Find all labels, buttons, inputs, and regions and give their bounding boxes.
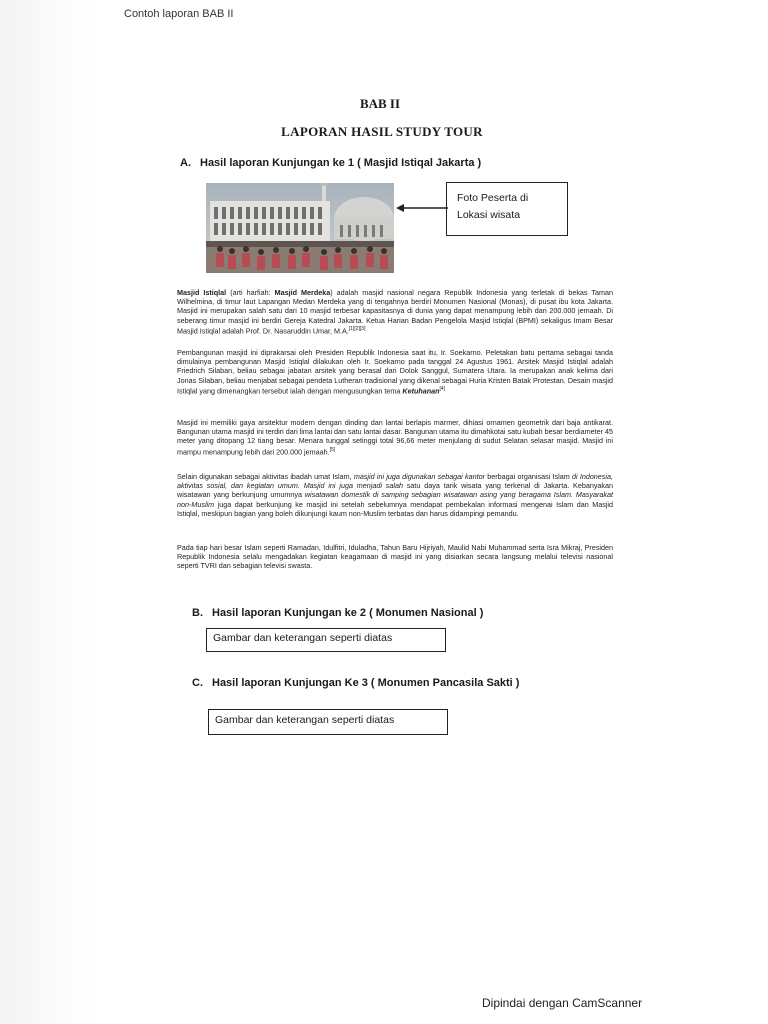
p3-text: Masjid ini memiliki gaya arsitektur modern dengan dinding dan lantai berlapis marmer, dihiasi ornamen geometrik dari baja antikarat. Bangunan utama masjid ini terdiri dari lima lantai dan satu lantai dasar. Bangunan utama itu dimahkotai satu kubah besar berdiameter 45 meter yang ditopang 12 tiang besar. Menara tunggal setinggi total 96,66 meter menjulang di sudut Selatan selasar masjid. Masjid ini mampu menampung lebih dari 200.000 jemaah. <box>177 418 613 456</box>
section-b-letter: B. <box>192 607 203 619</box>
paragraph-1 <box>177 288 613 335</box>
section-c-title: Hasil laporan Kunjungan Ke 3 ( Monumen Pancasila Sakti ) <box>212 677 520 689</box>
section-a-letter: A. <box>180 157 191 169</box>
paragraph-3 <box>177 418 613 456</box>
section-a-heading <box>180 157 481 169</box>
section-c-placeholder-box: Gambar dan keterangan seperti diatas <box>208 709 448 735</box>
p2-ref: [4] <box>439 385 446 392</box>
p4-a-em: masjid ini juga digunakan sebagai kantor <box>353 472 486 481</box>
paragraph-2 <box>177 348 613 395</box>
p2-text: Pembangunan masjid ini diprakarsai oleh Presiden Republik Indonesia saat itu, Ir. Soekarno. Peletakan batu pertama sebagai tanda dimulainya pembangunan Masjid Istiqlal dilakukan oleh Ir. Soekarno pada tanggal 24 Agustus 1961. Arsitek Masjid Istiqlal adalah Friedrich Silaban, beliau sebagai jabatan arsitek yang berasal dari Dolok Sanggul, Sumatera Utara. Ia merupakan anak kelima dari Jonas Silaban, beliau menjabat sebagai pendeta Lutheran tradisional yang dikenal sebagai Huria Kristen Batak Protestan. Desain masjid Istiqlal yang dimenangkan tersebut ialah dengan mengusungkan tema <box>177 348 613 396</box>
p2-emph: Ketuhanan <box>402 386 440 396</box>
p4-b-em: di Indonesia, aktivitas sosial, dan kegiatan umum. Masjid ini juga menjadi salah <box>177 472 613 491</box>
paragraph-5 <box>177 543 613 571</box>
p1-paren: (arti harfiah: <box>226 288 275 297</box>
p4-b: berbagai organisasi Islam <box>485 472 572 481</box>
paragraph-4 <box>177 472 613 518</box>
term-istiqlal: Masjid Istiqlal <box>177 288 227 297</box>
photo-callout-box <box>446 182 568 236</box>
section-a-title: Hasil laporan Kunjungan ke 1 ( Masjid Istiqal Jakarta ) <box>200 157 482 169</box>
arrow-left-icon <box>396 203 448 213</box>
p1-text: ) adalah masjid nasional negara Republik Indonesia yang terletak di bekas Taman Wilhelmina, di timur laut Lapangan Medan Merdeka yang di tengahnya berdiri Monumen Nasional (Monas), di pusat ibu kota Jakarta. Masjid ini merupakan salah satu dari 10 masjid terbesar kapasitasnya di dunia yang dapat menampung lebih dari 200.000 jemaah. Di seberang timur masjid ini berdiri Gereja Katedral Jakarta. Ketua Harian Badan Pengelola Masjid Istiqlal (BPMI) sekaligus Imam Besar Masjid Istiqlal adalah Prof. Dr. Nasaruddin Umar, M.A. <box>177 288 614 336</box>
p4-c-em: wisatawan domestik di samping sebagian wisatawan asing yang beragama Islam. Masyarakat non-Muslim <box>177 490 613 509</box>
callout-line-1: Foto Peserta di <box>457 192 529 204</box>
p4-c: satu daya tarik wisata yang terkenal di Jakarta. Kebanyakan wisatawan yang berkunjung umumnya <box>177 481 613 500</box>
section-c-heading <box>192 677 519 689</box>
mosque-photo <box>206 183 394 273</box>
term-merdeka: Masjid Merdeka <box>274 288 331 297</box>
section-b-heading <box>192 607 483 619</box>
p4-a: Selain digunakan sebagai aktivitas ibadah umat Islam, <box>177 472 354 481</box>
p4-d: juga dapat berkunjung ke masjid ini setelah sebelumnya mendapat pembekalan informasi mengenai Islam dan Masjid Istiqlal, meskipun bagian yang boleh dikunjungi kaum non-Muslim terbatas dan harus didampingi pemandu. <box>177 499 613 518</box>
p5-text: Pada tiap hari besar Islam seperti Ramadan, Idulfitri, Iduladha, Tahun Baru Hijriyah, Maulid Nabi Muhammad serta Isra Mikraj, Presiden Republik Indonesia selalu mengadakan kegiatan keagamaan di masjid ini yang disiarkan secara langsung melalui televisi nasional seperti TVRI dan sebagian televisi swasta. <box>177 543 613 571</box>
scanner-watermark: Dipindai dengan CamScanner <box>482 996 643 1010</box>
callout-line-2: Lokasi wisata <box>457 209 521 221</box>
p1-ref: [1][2][3] <box>348 325 366 332</box>
p3-ref: [5] <box>329 446 336 453</box>
chapter-label: BAB II <box>359 96 401 111</box>
mosque-photo-image <box>206 183 394 273</box>
section-c-letter: C. <box>192 677 203 689</box>
header-note: Contoh laporan BAB II <box>124 8 234 20</box>
section-b-title: Hasil laporan Kunjungan ke 2 ( Monumen Nasional ) <box>212 607 484 619</box>
section-b-placeholder-box: Gambar dan keterangan seperti diatas <box>206 628 446 652</box>
chapter-title: LAPORAN HASIL STUDY TOUR <box>281 124 483 139</box>
